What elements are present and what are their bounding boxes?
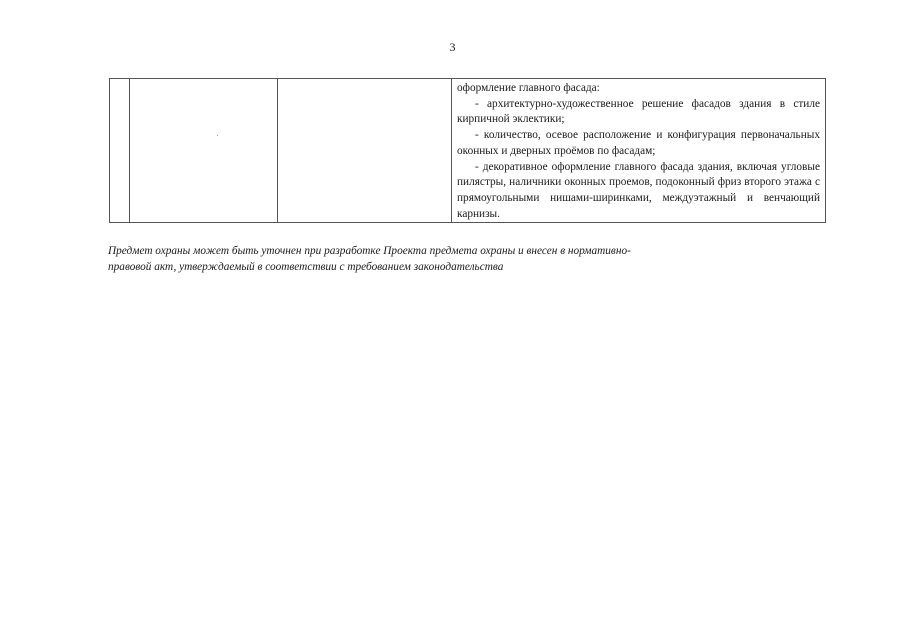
footnote-line-1: Предмет охраны может быть уточнен при разработке Проекта предмета охраны и внесен в нормативно- bbox=[108, 245, 631, 257]
table-cell-number bbox=[110, 79, 130, 223]
description-heading: оформление главного фасада: bbox=[457, 82, 600, 94]
scan-speck bbox=[217, 135, 218, 136]
table-cell-name bbox=[130, 79, 278, 223]
protection-subject-table bbox=[109, 78, 826, 223]
description-item: - декоративное оформление главного фасада здания, включая угловые пилястры, наличники оконных проемов, подоконный фриз второго этажа с прямоугольными нишами-ширинками, междуэтажный и венчающий карнизы. bbox=[457, 160, 820, 220]
table-cell-description bbox=[452, 79, 826, 223]
description-item: - количество, осевое расположение и конфигурация первоначальных оконных и дверных проёмов по фасадам; bbox=[457, 129, 820, 157]
description-text bbox=[452, 79, 825, 222]
footnote-line-2: правовой акт, утверждаемый в соответствии с требованием законодательства bbox=[108, 261, 504, 273]
page-number: 3 bbox=[449, 40, 456, 54]
footnote bbox=[108, 243, 768, 275]
description-item: - архитектурно-художественное решение фасадов здания в стиле кирпичной эклектики; bbox=[457, 97, 820, 126]
table-row bbox=[110, 79, 826, 223]
table-cell-photo bbox=[278, 79, 452, 223]
